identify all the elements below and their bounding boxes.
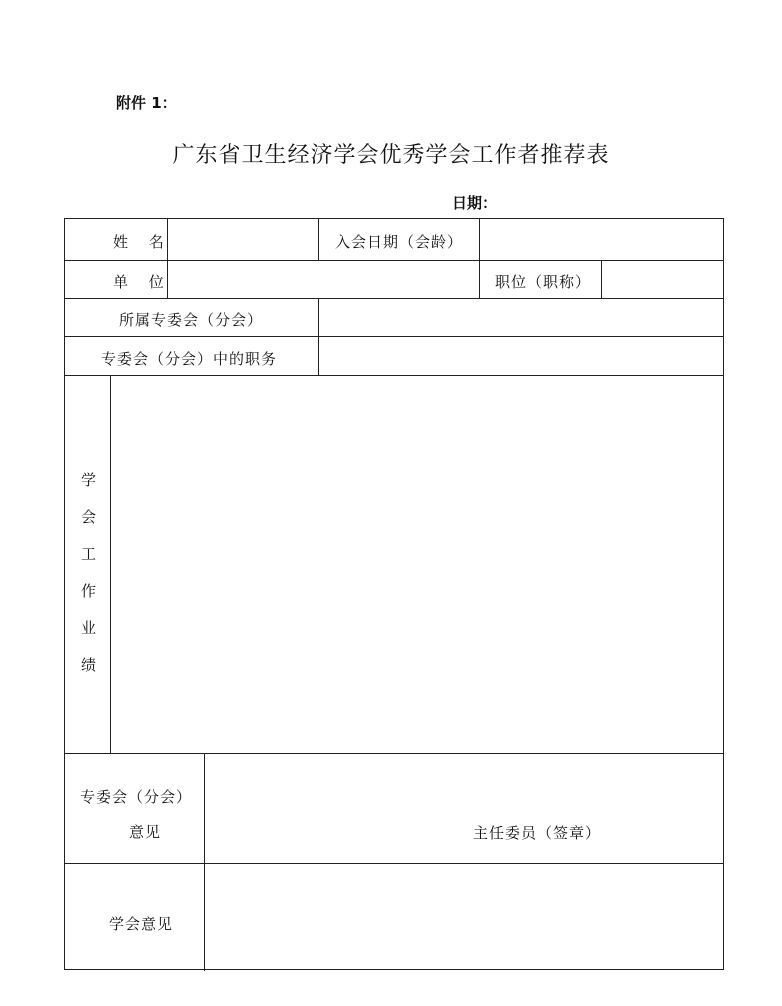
row-divider-3	[65, 336, 723, 337]
position-label: 职位（职称）	[495, 273, 592, 291]
col-divider-committee	[318, 298, 319, 376]
col-divider-joindate-left	[318, 219, 319, 260]
row-divider-1	[65, 260, 723, 261]
committee-opinion-label-1: 专委会（分会）	[80, 788, 193, 806]
date-label: 日期：	[452, 194, 498, 212]
row-divider-5	[65, 753, 723, 754]
join-date-label: 入会日期（会龄）	[335, 233, 464, 251]
name-label: 姓 名	[113, 233, 172, 251]
committee-label: 所属专委会（分会）	[119, 311, 264, 329]
committee-role-label: 专委会（分会）中的职务	[101, 350, 278, 368]
row-divider-6	[65, 863, 723, 864]
attachment-label: 附件 1：	[116, 94, 177, 112]
page-title: 广东省卫生经济学会优秀学会工作者推荐表	[172, 143, 610, 168]
achievements-label: 学会工作业绩	[79, 472, 97, 694]
director-signature-label: 主任委员（签章）	[473, 824, 602, 842]
recommendation-form	[64, 218, 724, 970]
col-divider-joindate-right	[479, 219, 480, 299]
col-divider-opinions	[204, 753, 205, 971]
col-divider-position	[601, 260, 602, 299]
unit-label: 单 位	[113, 273, 172, 291]
row-divider-4	[65, 375, 723, 376]
committee-opinion-label-2: 意见	[129, 823, 162, 841]
col-divider-achievements	[110, 375, 111, 754]
row-divider-2	[65, 298, 723, 299]
society-opinion-label: 学会意见	[109, 915, 174, 933]
